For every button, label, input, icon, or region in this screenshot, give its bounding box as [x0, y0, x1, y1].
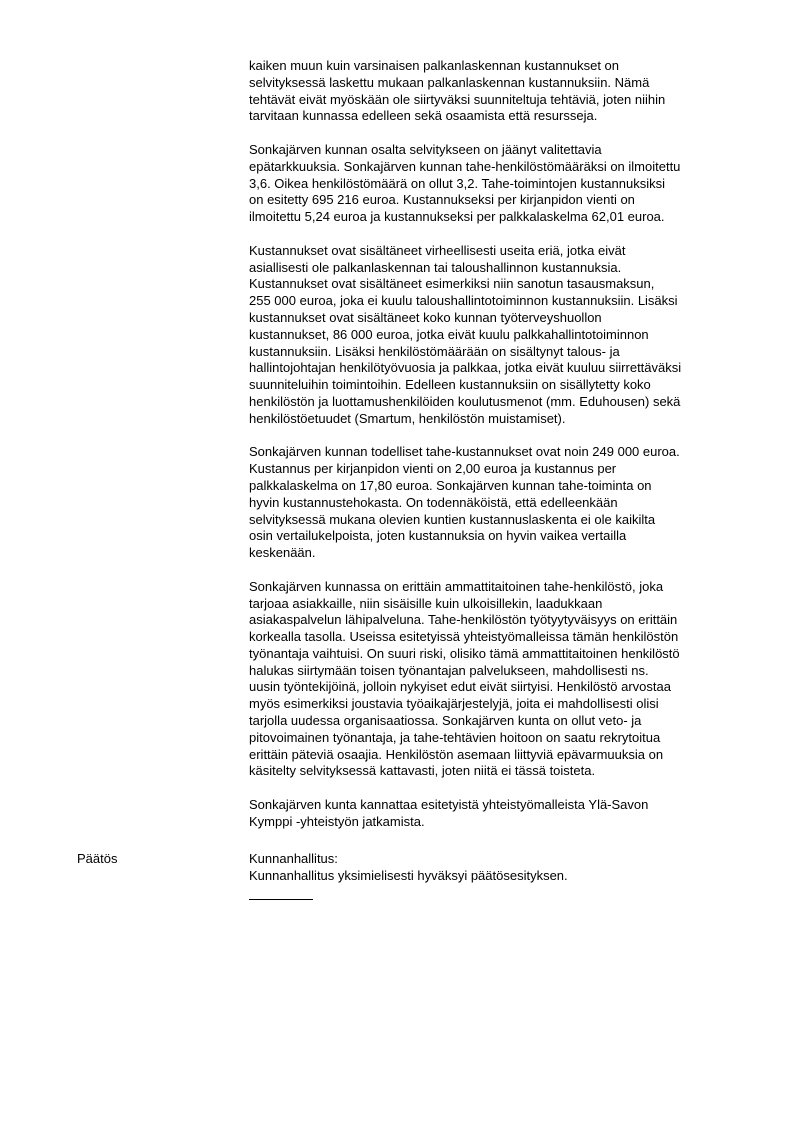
- text-line: asiakaspalvelun lähipalveluna. Tahe-henkilöstön työtyytyväisyys on erittäin: [249, 612, 678, 628]
- text-line: epätarkkuuksia. Sonkajärven kunnan tahe-henkilöstömääräksi on ilmoitettu: [249, 158, 681, 174]
- paragraph-actual-costs: [249, 444, 744, 562]
- document-body: [249, 58, 744, 847]
- text-line: asiallisesti ole palkanlaskennan tai taloushallinnon kustannuksia.: [249, 259, 622, 275]
- decision-body-title: Kunnanhallitus:: [249, 851, 338, 866]
- text-line: tehtävät eivät myöskään ole siirtyväksi suunniteltuja tehtäviä, joten niihin: [249, 91, 666, 107]
- text-line: Kymppi -yhteistyön jatkamista.: [249, 813, 425, 829]
- text-line: selvityksessä mukana olevien kuntien kustannuslaskenta ei ole kaikilta: [249, 511, 656, 527]
- text-line: tarjoaa asiakkaille, niin sisäisille kuin ulkoisillekin, laadukkaan: [249, 595, 603, 611]
- text-line: myös esimerkiksi joustavia työaikajärjestelyjä, joita ei mahdollisesti olisi: [249, 696, 659, 712]
- text-line: Kustannukset ovat sisältäneet esimerkiksi niin sanotun tasausmaksun,: [249, 276, 655, 292]
- text-line: työnantaja vaihtuisi. On suuri riski, olisiko tämä ammattitaitoinen henkilöstö: [249, 645, 680, 661]
- text-line: Sonkajärven kunnan osalta selvitykseen on jäänyt valitettavia: [249, 141, 602, 157]
- decision-label: Päätös: [77, 851, 118, 866]
- text-line: kaiken muun kuin varsinaisen palkanlaskennan kustannukset on: [249, 58, 620, 73]
- text-line: keskenään.: [249, 545, 316, 561]
- text-line: 255 000 euroa, joka ei kuulu taloushallintotoiminnon kustannuksiin. Lisäksi: [249, 293, 678, 309]
- paragraph-staff: [249, 579, 744, 781]
- paragraph-cost-scope: [249, 58, 744, 125]
- paragraph-inaccuracies: [249, 142, 744, 226]
- text-line: henkilöstöetuudet (Smartum, henkilöstön muistamiset).: [249, 410, 566, 426]
- text-line: 3,6. Oikea henkilöstömäärä on ollut 3,2. Tahe-toimintojen kustannuksiksi: [249, 175, 665, 191]
- text-line: kustannukset ovat sisältäneet koko kunnan työterveyshuollon: [249, 309, 602, 325]
- text-line: ilmoitettu 5,24 euroa ja kustannukseksi per palkkalaskelma 62,01 euroa.: [249, 209, 665, 225]
- text-line: osin vertailukelpoista, joten kustannuksia on hyvin vaikea vertailla: [249, 528, 627, 544]
- text-line: on esitetty 695 216 euroa. Kustannukseksi per kirjanpidon vienti on: [249, 192, 635, 208]
- text-line: hallintojohtajan henkilötyövuosia ja palkkaa, jotka eivät kuuluu siirrettäväksi: [249, 360, 682, 376]
- text-line: Sonkajärven kunnassa on erittäin ammattitaitoinen tahe-henkilöstö, joka: [249, 578, 664, 594]
- text-line: uusin työntekijöinä, jolloin nykyiset edut eivät siirtyisi. Henkilöstö arvostaa: [249, 679, 671, 695]
- text-line: suunniteluihin toimintoihin. Edelleen kustannuksiin on sisällytetty koko: [249, 377, 651, 393]
- decision-statement: Kunnanhallitus yksimielisesti hyväksyi päätösesityksen.: [249, 867, 568, 883]
- text-line: kustannuksiin. Lisäksi henkilöstömäärään on sisältynyt talous- ja: [249, 343, 620, 359]
- text-line: tarjolla uudessa organisaatiossa. Sonkajärven kunta on ollut veto- ja: [249, 713, 642, 729]
- text-line: Kustannukset ovat sisältäneet virheellisesti useita eriä, jotka eivät: [249, 242, 626, 258]
- text-line: käsitelty selvityksessä kattavasti, joten niitä ei tässä toisteta.: [249, 763, 596, 779]
- text-line: Sonkajärven kunta kannattaa esitetyistä yhteistyömalleista Ylä-Savon: [249, 797, 649, 813]
- text-line: selvityksessä laskettu mukaan palkanlaskennan kustannuksiin. Nämä: [249, 74, 650, 90]
- text-line: korkealla tasolla. Useissa esitetyissä yhteistyömalleissa tämän henkilöstön: [249, 629, 679, 645]
- text-line: palkkalaskelma on 17,80 euroa. Sonkajärven kunnan tahe-toiminta on: [249, 477, 652, 493]
- text-line: henkilöstön ja luottamushenkilöiden koulutusmenot (mm. Eduhousen) sekä: [249, 393, 681, 409]
- paragraph-erroneous-items: [249, 243, 744, 428]
- text-line: tarvitaan kunnassa edelleen sekä osaamista että resursseja.: [249, 108, 598, 124]
- text-line: Kustannus per kirjanpidon vienti on 2,00 euroa ja kustannus per: [249, 461, 617, 477]
- text-line: pitovoimainen työnantaja, ja tahe-tehtävien hoitoon on saatu rekrytoitua: [249, 729, 661, 745]
- paragraph-recommendation: [249, 797, 744, 831]
- text-line: halukas siirtymään toisen työnantajan palvelukseen, mahdollisesti ns.: [249, 662, 649, 678]
- text-line: erittäin päteviä osaajia. Henkilöstön asemaan liittyviä epävarmuuksia on: [249, 746, 664, 762]
- text-line: Sonkajärven kunnan todelliset tahe-kustannukset ovat noin 249 000 euroa.: [249, 444, 680, 460]
- end-divider: [249, 899, 313, 900]
- text-line: kustannukset, 86 000 euroa, jotka eivät kuulu palkkahallintotoiminnon: [249, 326, 649, 342]
- text-line: hyvin kustannustehokasta. On todennäköistä, että edelleenkään: [249, 494, 618, 510]
- decision-text: [249, 851, 568, 885]
